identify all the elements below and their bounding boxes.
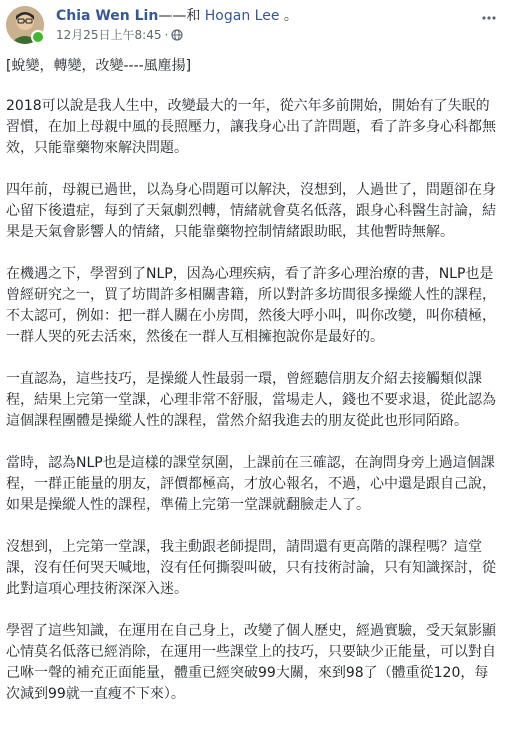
online-status-dot (31, 30, 45, 44)
post-author-line (56, 7, 298, 25)
post-header (0, 0, 507, 52)
post-timestamp[interactable]: 12月25日上午8:45 (56, 28, 162, 42)
with-separator: ——和 (158, 8, 205, 24)
post-paragraph: 在機遇之下，學習到了NLP，因為心理疾病，看了許多心理治療的書，NLP也是曾經研究之一，買了坊間許多相關書籍，所以對許多坊間很多操縱人性的課程，不太認可，例如：把一群人關在小房間，然後大呼小叫，叫你改變，叫你積極，一群人哭的死去活來，然後在一群人互相擁抱說你是最好的。 (6, 266, 496, 345)
post-paragraph: 一直認為，這些技巧，是操縱人性最弱一環，曾經聽信朋友介紹去接觸類似課程，結果上完第一堂課，心理非常不舒服，當場走人，錢也不要求退，從此認為這個課程團體是操縱人性的課程，當然介紹我進去的朋友從此也形同陌路。 (6, 371, 496, 429)
post-title: [蛻變，轉變，改變----風塵揚] (6, 58, 192, 74)
post-body (6, 56, 498, 726)
post-paragraph: 2018可以說是我人生中，改變最大的一年，從六年多前開始，開始有了失眠的習慣，在加上母親中風的長照壓力，讓我身心出了許問題，看了許多身心科都無效，只能靠藥物來解決問題。 (6, 98, 496, 156)
author-name-link[interactable]: Chia Wen Lin (56, 8, 159, 24)
post-meta (56, 27, 183, 43)
post-paragraph: 學習了這些知識，在運用在自己身上，改變了個人歷史，經過實驗，受天氣影顯心情莫名低落已經消除，在運用一些課堂上的技巧，只要缺少正能量，可以對自己咻一聲的補充正面能量，體重已經突破99大關，來到98了（體重從120，每次減到99就一直瘦不下來）。 (6, 623, 496, 702)
tagged-user-link[interactable]: Hogan Lee (204, 8, 280, 24)
meta-separator: · (164, 28, 169, 42)
post-paragraph: 沒想到，上完第一堂課，我主動跟老師提問，請問還有更高階的課程嗎？這堂課，沒有任何哭天喊地，沒有任何撕裂叫破，只有技術討論，只有知識探討，從此對這項心理技術深深入迷。 (6, 539, 496, 597)
globe-icon[interactable] (171, 29, 183, 41)
more-options-icon[interactable] (481, 10, 497, 26)
post-paragraph: 當時，認為NLP也是這樣的課堂氛圍，上課前在三確認，在詢問身旁上過這個課程，一群正能量的朋友，評價都極高，才放心報名，不過，心中還是跟自己說，如果是操縱人性的課程，準備上完第一堂課就翻臉走人了。 (6, 455, 496, 513)
post-paragraph: 四年前，母親已過世，以為身心問題可以解決，沒想到，人過世了，問題卻在身心留下後遺症，每到了天氣劇烈轉，情緒就會莫名低落，跟身心科醫生討論，結果是天氣會影響人的情緒，只能靠藥物控制情緒跟助眠，其他暫時無解。 (6, 182, 496, 240)
avatar[interactable] (6, 6, 44, 44)
with-suffix: 。 (279, 8, 298, 24)
